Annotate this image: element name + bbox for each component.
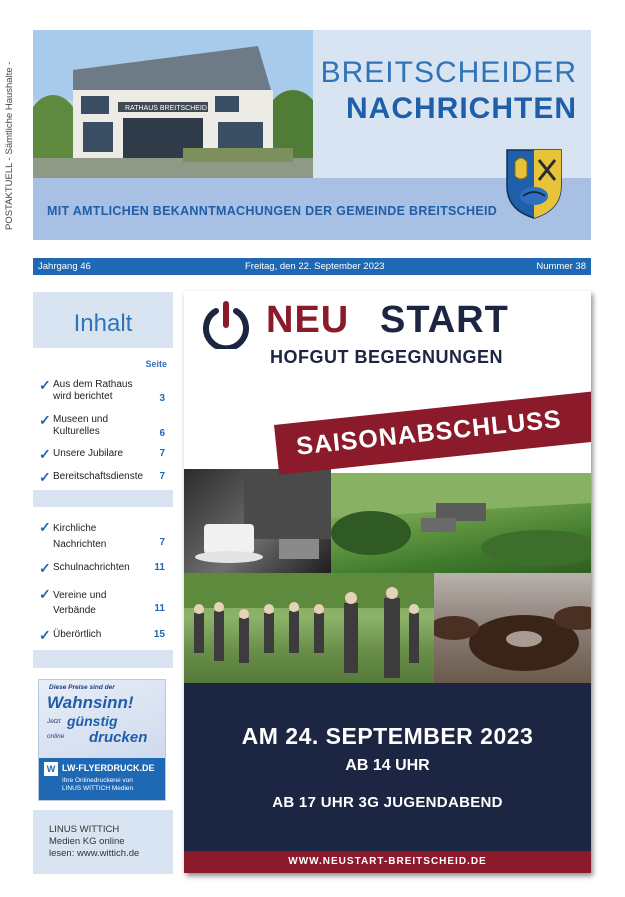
masthead-subtitle: MIT AMTLICHEN BEKANNTMACHUNGEN DER GEMEINDE BREITSCHEID xyxy=(47,204,498,218)
issue-number: Nummer 38 xyxy=(536,261,586,272)
banner-text: SAISONABSCHLUSS xyxy=(294,405,563,461)
publisher-box: LINUS WITTICH Medien KG online lesen: www.wittich.de xyxy=(33,810,173,874)
toc-item[interactable]: ✓ Überörtlich 15 xyxy=(39,627,165,643)
group-photo xyxy=(184,573,434,683)
ad-url: LW-FLYERDRUCK.DE xyxy=(62,763,155,773)
poster-event-panel xyxy=(184,683,591,851)
poster-brand-neu: NEU xyxy=(266,299,350,341)
issue-date: Freitag, den 22. September 2023 xyxy=(245,261,385,272)
masthead-title-line2: NACHRICHTEN xyxy=(346,92,577,125)
checkmark-icon: ✓ xyxy=(39,560,51,576)
masthead-title-line1: BREITSCHEIDER xyxy=(320,56,577,89)
event-youth-evening: AB 17 UHR 3G JUGENDABEND xyxy=(272,794,503,811)
wittich-logo-icon: W xyxy=(44,762,58,776)
saisonabschluss-banner xyxy=(274,391,591,475)
town-hall-photo xyxy=(33,30,313,178)
event-date: AM 24. SEPTEMBER 2023 xyxy=(241,723,534,749)
aerial-farm-photo xyxy=(331,473,591,573)
poster-url[interactable]: WWW.NEUSTART-BREITSCHEID.DE xyxy=(288,856,487,867)
toc-item[interactable]: ✓ Vereine und Verbände 11 xyxy=(39,586,165,616)
toc-item[interactable]: ✓ Bereitschaftsdienste 7 xyxy=(39,469,165,485)
checkmark-icon: ✓ xyxy=(39,519,51,535)
event-time: AB 14 UHR xyxy=(345,757,430,774)
checkmark-icon: ✓ xyxy=(39,627,51,643)
checkmark-icon: ✓ xyxy=(39,469,51,485)
toc-page-header: Seite xyxy=(145,359,167,369)
coffee-photo xyxy=(184,469,331,573)
table-of-contents xyxy=(33,292,173,669)
toc-title: Inhalt xyxy=(73,310,133,337)
issue-info-bar xyxy=(33,258,591,275)
checkmark-icon: ✓ xyxy=(39,586,51,602)
toc-footer-band xyxy=(33,650,173,669)
building-sign: RATHAUS BREITSCHEID xyxy=(125,105,207,112)
toc-item[interactable]: ✓ Schulnachrichten 11 xyxy=(39,560,165,576)
checkmark-icon: ✓ xyxy=(39,377,51,393)
toc-item[interactable]: ✓ Kirchliche Nachrichten 7 xyxy=(39,519,165,550)
donut-photo xyxy=(434,573,591,683)
poster-brand-start: START xyxy=(380,299,509,341)
poster-footer xyxy=(184,851,591,873)
power-logo-icon xyxy=(202,301,250,349)
neustart-poster xyxy=(184,291,591,873)
coat-of-arms-icon xyxy=(503,146,565,220)
checkmark-icon: ✓ xyxy=(39,412,51,428)
checkmark-icon: ✓ xyxy=(39,446,51,462)
flyerdruck-ad[interactable]: Diese Preise sind der Wahnsinn! Jetzt günstig online drucken W LW-FLYERDRUCK.DE Ihre Onlinedruckerei von LINUS WITTICH Medien xyxy=(33,668,173,805)
poster-subtitle: HOFGUT BEGEGNUNGEN xyxy=(270,347,504,367)
toc-item[interactable]: ✓ Aus dem Rathaus wird berichtet 3 xyxy=(39,377,165,404)
postaktuell-side-label: POSTAKTUELL - Sämtliche Haushalte - xyxy=(4,61,15,230)
toc-divider-band xyxy=(33,490,173,507)
volume-label: Jahrgang 46 xyxy=(38,261,91,272)
toc-item[interactable]: ✓ Unsere Jubilare 7 xyxy=(39,446,165,462)
toc-item[interactable]: ✓ Museen und Kulturelles 6 xyxy=(39,412,165,439)
